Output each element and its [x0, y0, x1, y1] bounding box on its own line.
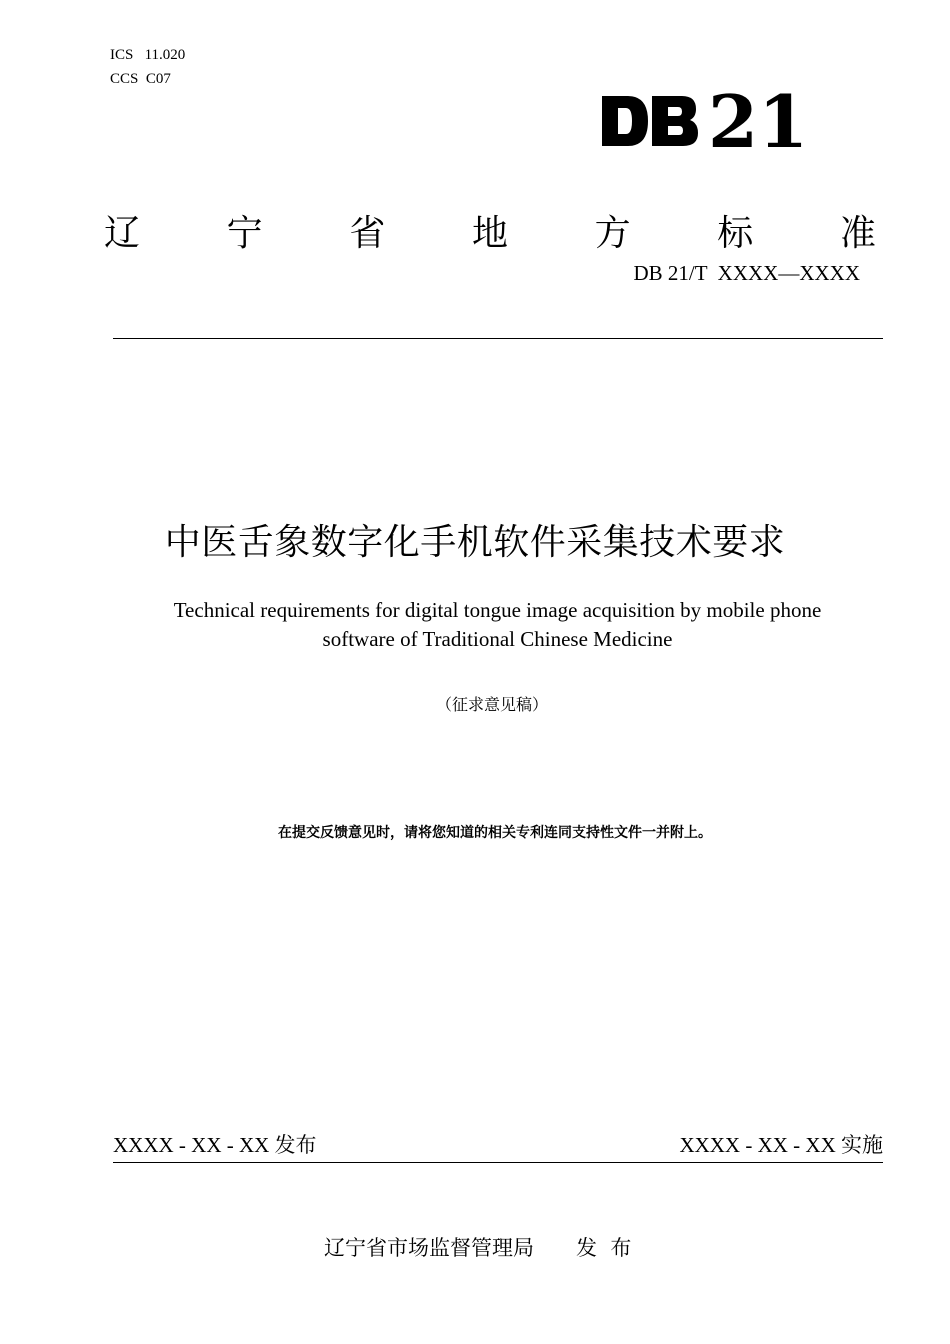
db21-logo	[598, 88, 810, 154]
ics-code: ICS 11.020	[110, 47, 186, 63]
footer-divider	[113, 1162, 883, 1163]
standard-type-char: 省	[349, 213, 386, 254]
standard-type-char: 地	[471, 213, 508, 254]
release-date: XXXX - XX - XX 发布	[113, 1133, 317, 1157]
patent-notice: 在提交反馈意见时，请将您知道的相关专利连同支持性文件一并附上。	[278, 825, 712, 841]
ccs-code: CCS C07	[110, 71, 171, 87]
standard-number: DB 21/T XXXX—XXXX	[633, 261, 860, 285]
standard-type-char: 标	[717, 213, 754, 254]
standard-type-char: 准	[839, 213, 876, 254]
header-divider	[113, 338, 883, 339]
title-english	[100, 596, 895, 654]
title-english-line-1: Technical requirements for digital tongue image acquisition by mobile phone	[173, 598, 822, 622]
issuing-authority: 辽宁省市场监督管理局 发 布	[324, 1236, 632, 1260]
implementation-date: XXXX - XX - XX 实施	[679, 1133, 883, 1157]
title-english-line-2: software of Traditional Chinese Medicine	[322, 627, 673, 651]
standard-type-heading	[104, 206, 876, 262]
standard-type-char: 方	[594, 213, 631, 254]
title-chinese: 中医舌象数字化手机软件采集技术要求	[164, 522, 786, 563]
draft-stage-label: （征求意见稿）	[435, 695, 548, 714]
logo-digits: 21	[708, 88, 809, 154]
standard-type-char: 宁	[226, 213, 263, 254]
standard-type-char: 辽	[104, 213, 141, 254]
